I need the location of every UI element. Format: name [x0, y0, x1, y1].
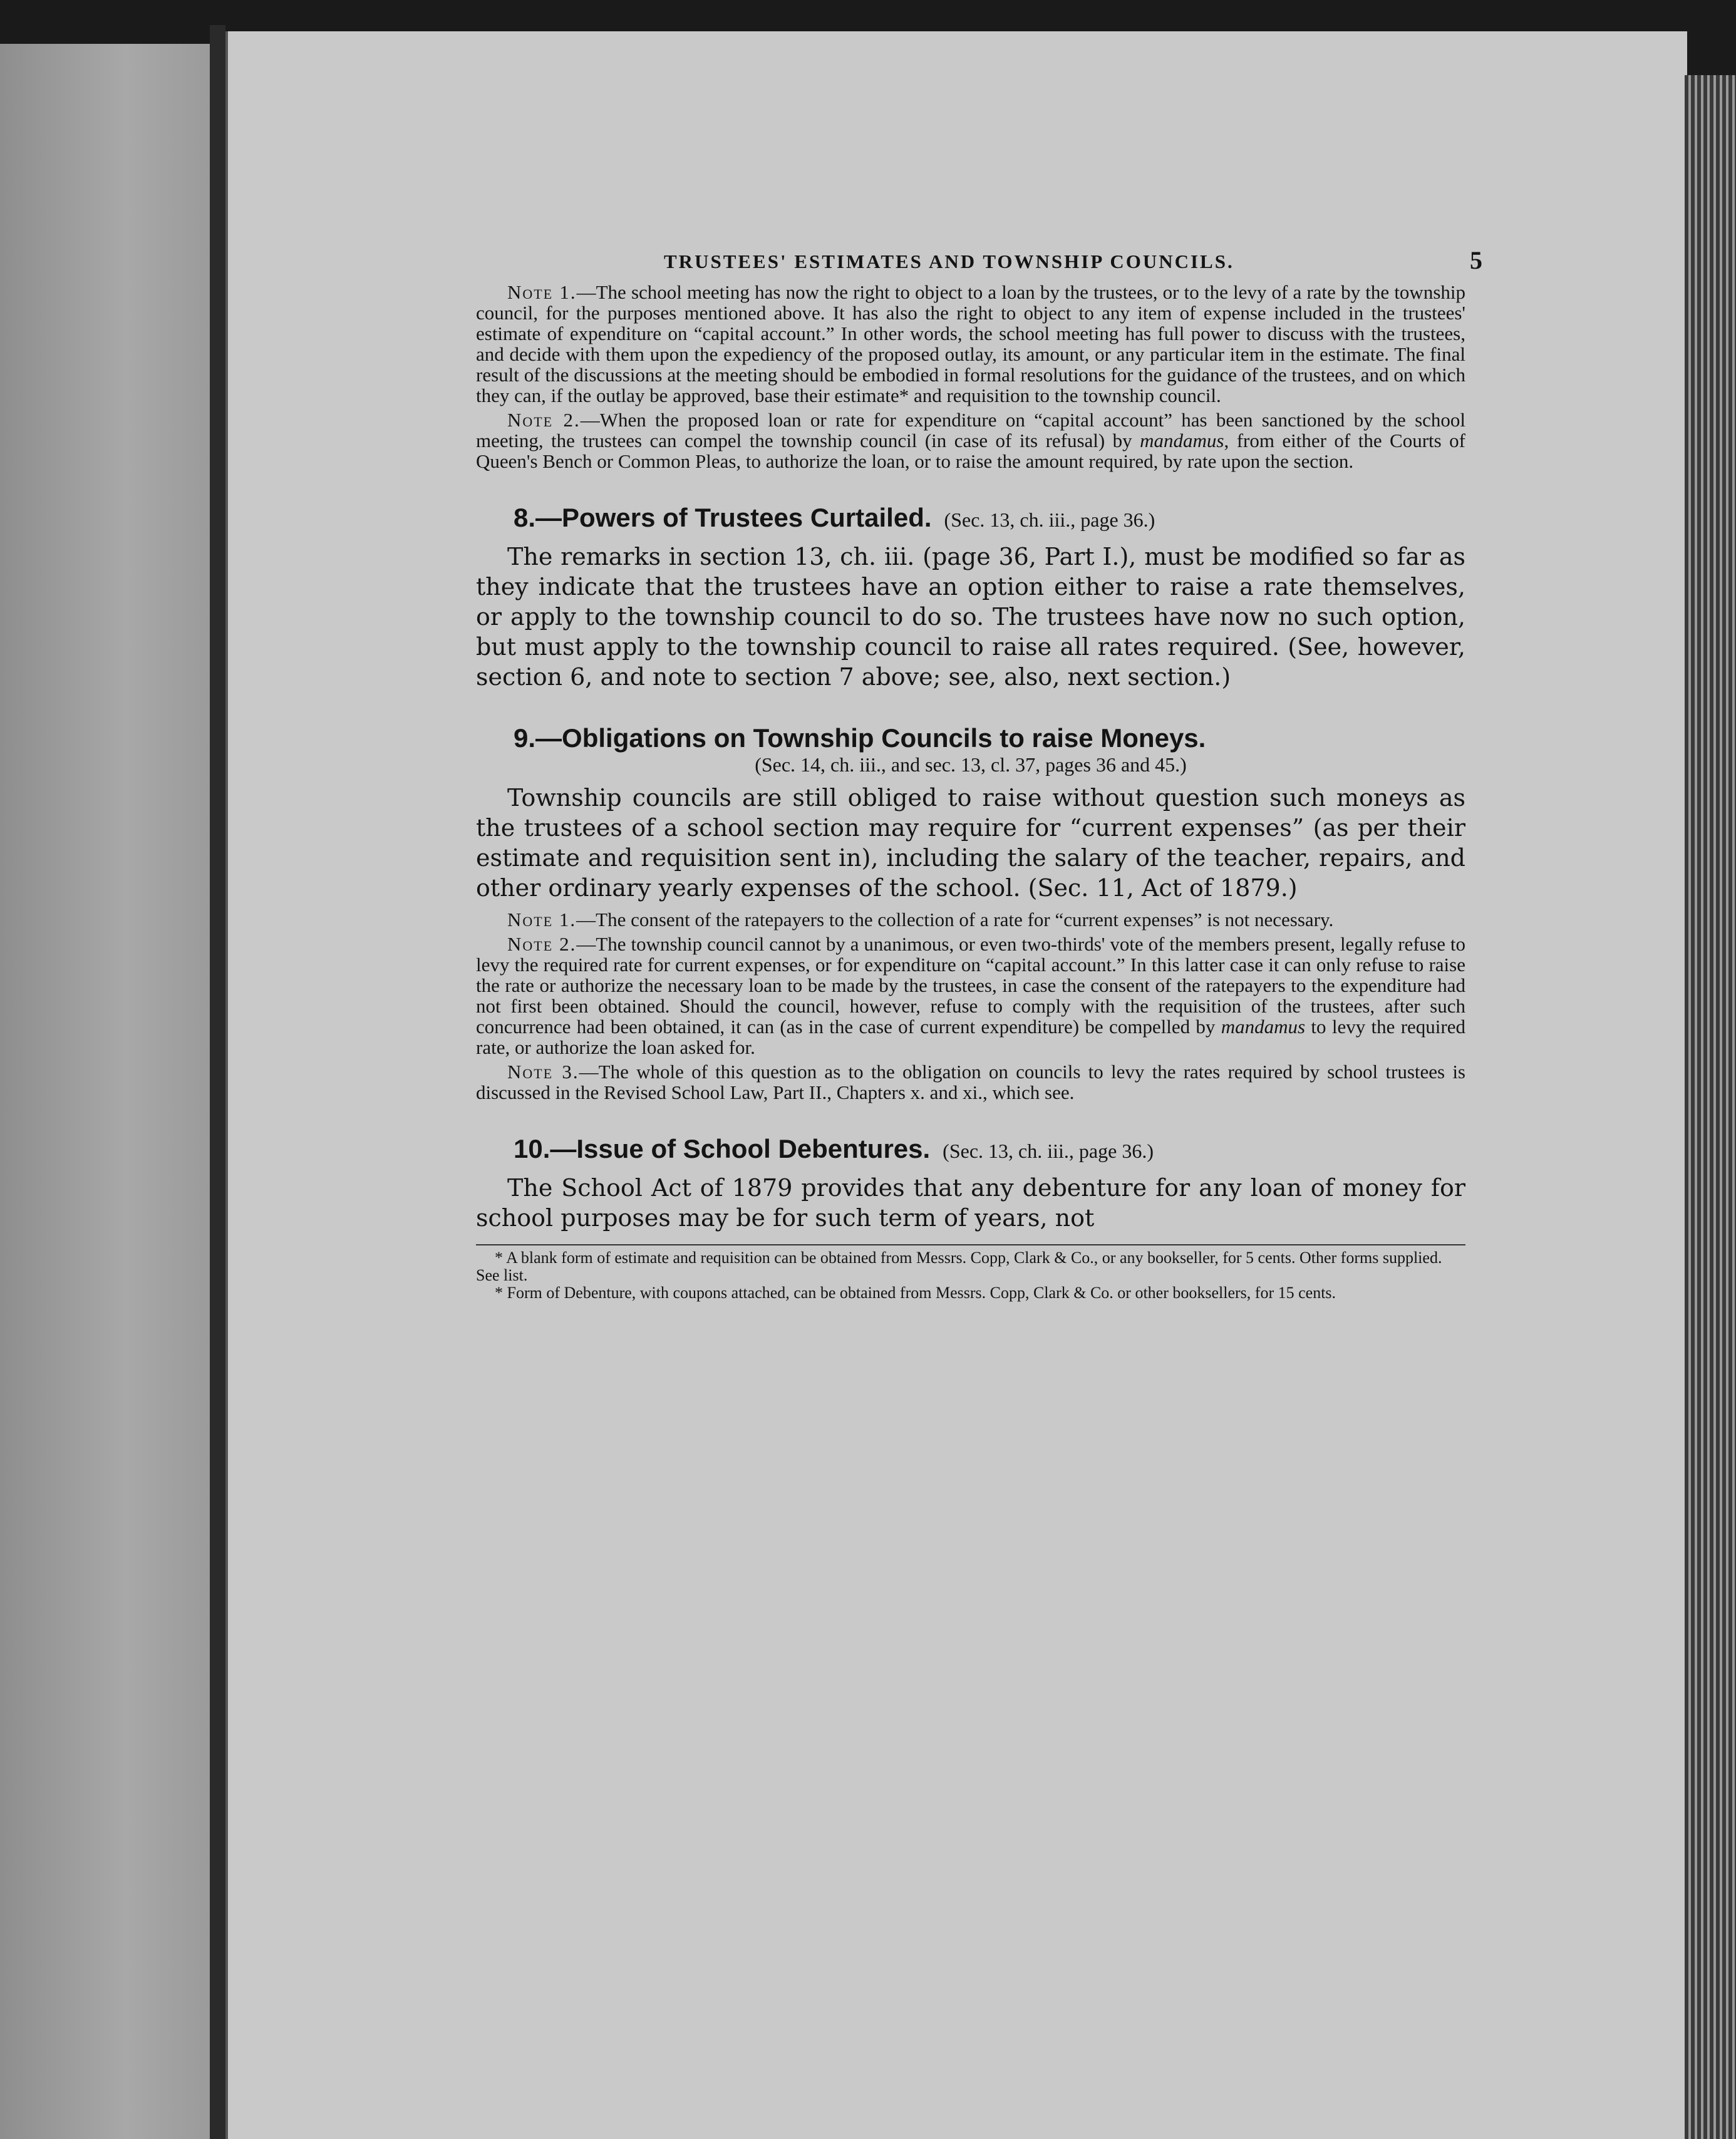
- section-10-heading: [514, 1134, 1465, 1164]
- section-9-note-3: [476, 1061, 1465, 1103]
- footnote-2: * Form of Debenture, with coupons attached, can be obtained from Messrs. Copp, Clark & Co. or other booksellers, for 15 cents.: [495, 1284, 1336, 1302]
- note-text: —The consent of the ratepayers to the collection of a rate for “current expenses” is not necessary.: [576, 909, 1334, 930]
- note-text: —When the proposed loan or rate for expenditure on “capital account” has been sanctioned by the school meeting, the trustees can compel the township council (in case of its refusal) by: [476, 409, 1466, 451]
- note-italic: mandamus: [1221, 1016, 1306, 1038]
- section-8-heading: [514, 503, 1465, 533]
- page-content: [476, 238, 1484, 1302]
- book-gutter: [210, 25, 225, 2139]
- left-page-edge: [0, 44, 210, 2139]
- note-label: Note 1.: [507, 909, 577, 930]
- section-8-body: The remarks in section 13, ch. iii. (page 36, Part I.), must be modified so far as they indicate that the trustees have an option either to raise a rate themselves, or apply to the township council to do so. The trustees have now no such option, but must apply to the township council to raise all rates required. (See, however, section 6, and note to section 7 above; see, also, next section.): [476, 543, 1465, 691]
- running-head-title: TRUSTEES' ESTIMATES AND TOWNSHIP COUNCILS.: [664, 250, 1234, 272]
- running-head: [476, 238, 1484, 282]
- section-9-heading: [514, 723, 1465, 753]
- section-8-title: 8.—Powers of Trustees Curtailed.: [514, 503, 932, 532]
- note-label: Note 2.: [507, 409, 581, 431]
- section-9-note-1: [476, 909, 1465, 930]
- section-10-title: 10.—Issue of School Debentures.: [514, 1134, 931, 1163]
- note-text: , from either of the Courts of Queen's Bench or Common Pleas, to authorize the loan, or to raise the amount required, by rate upon the section.: [476, 430, 1465, 472]
- right-page-edges: [1685, 75, 1736, 2139]
- note-label: Note 1.: [507, 281, 577, 303]
- note-top-1: [476, 282, 1465, 406]
- section-8-ref: (Sec. 13, ch. iii., page 36.): [944, 508, 1155, 531]
- note-top-2: [476, 410, 1465, 472]
- note-text: to levy the required rate, or authorize the loan asked for.: [476, 1016, 1466, 1058]
- section-10-body: The School Act of 1879 provides that any debenture for any loan of money for school purposes may be for such term of years, not: [476, 1174, 1465, 1232]
- footnote-1: * A blank form of estimate and requisition can be obtained from Messrs. Copp, Clark & Co., or any bookseller, for 5 cents. Other forms supplied. See list.: [476, 1249, 1442, 1284]
- note-italic: mandamus: [1140, 430, 1224, 451]
- note-text: —The township council cannot by a unanimous, or even two-thirds' vote of the members present, legally refuse to levy the required rate for current expenses, or for expenditure on “capital account.” In this latter case it can only refuse to raise the rate or authorize the necessary loan to be made by the trustees, in case the consent of the ratepayers to the expenditure had not first been obtained. Should the council, however, refuse to comply with the requisition of the trustees, after such concurrence had been obtained, it can (as in the case of current expenditure) be compelled by: [476, 933, 1465, 1038]
- footnotes: [476, 1244, 1465, 1302]
- note-text: —The school meeting has now the right to object to a loan by the trustees, or to the levy of a rate by the township council, for the purposes mentioned above. It has also the right to object to any item of expense included in the trustees' estimate of expenditure on “capital account.” In other words, the school meeting has full power to discuss with the trustees, and decide with them upon the expediency of the proposed outlay, its amount, or any particular item in the estimate. The final result of the discussions at the meeting should be embodied in formal resolutions for the guidance of the trustees, and on which they can, if the outlay be approved, base their estimate* and requisition to the township council.: [476, 281, 1465, 406]
- page-number: 5: [1470, 246, 1484, 274]
- section-10-ref: (Sec. 13, ch. iii., page 36.): [943, 1140, 1154, 1162]
- section-9-note-2: [476, 934, 1465, 1058]
- section-9-ref: (Sec. 14, ch. iii., and sec. 13, cl. 37, pages 36 and 45.): [755, 753, 1187, 776]
- section-9-body: Township councils are still obliged to raise without question such moneys as the trustees of a school section may require for “current expenses” (as per their estimate and requisition sent in), including the salary of the teacher, repairs, and other ordinary yearly expenses of the school. (Sec. 11, Act of 1879.): [476, 784, 1465, 902]
- note-label: Note 2.: [507, 933, 577, 955]
- section-9-title: 9.—Obligations on Township Councils to raise Moneys.: [514, 723, 1206, 753]
- note-text: —The whole of this question as to the obligation on councils to levy the rates required by school trustees is discussed in the Revised School Law, Part II., Chapters x. and xi., which see.: [476, 1061, 1465, 1103]
- note-label: Note 3.: [507, 1061, 579, 1083]
